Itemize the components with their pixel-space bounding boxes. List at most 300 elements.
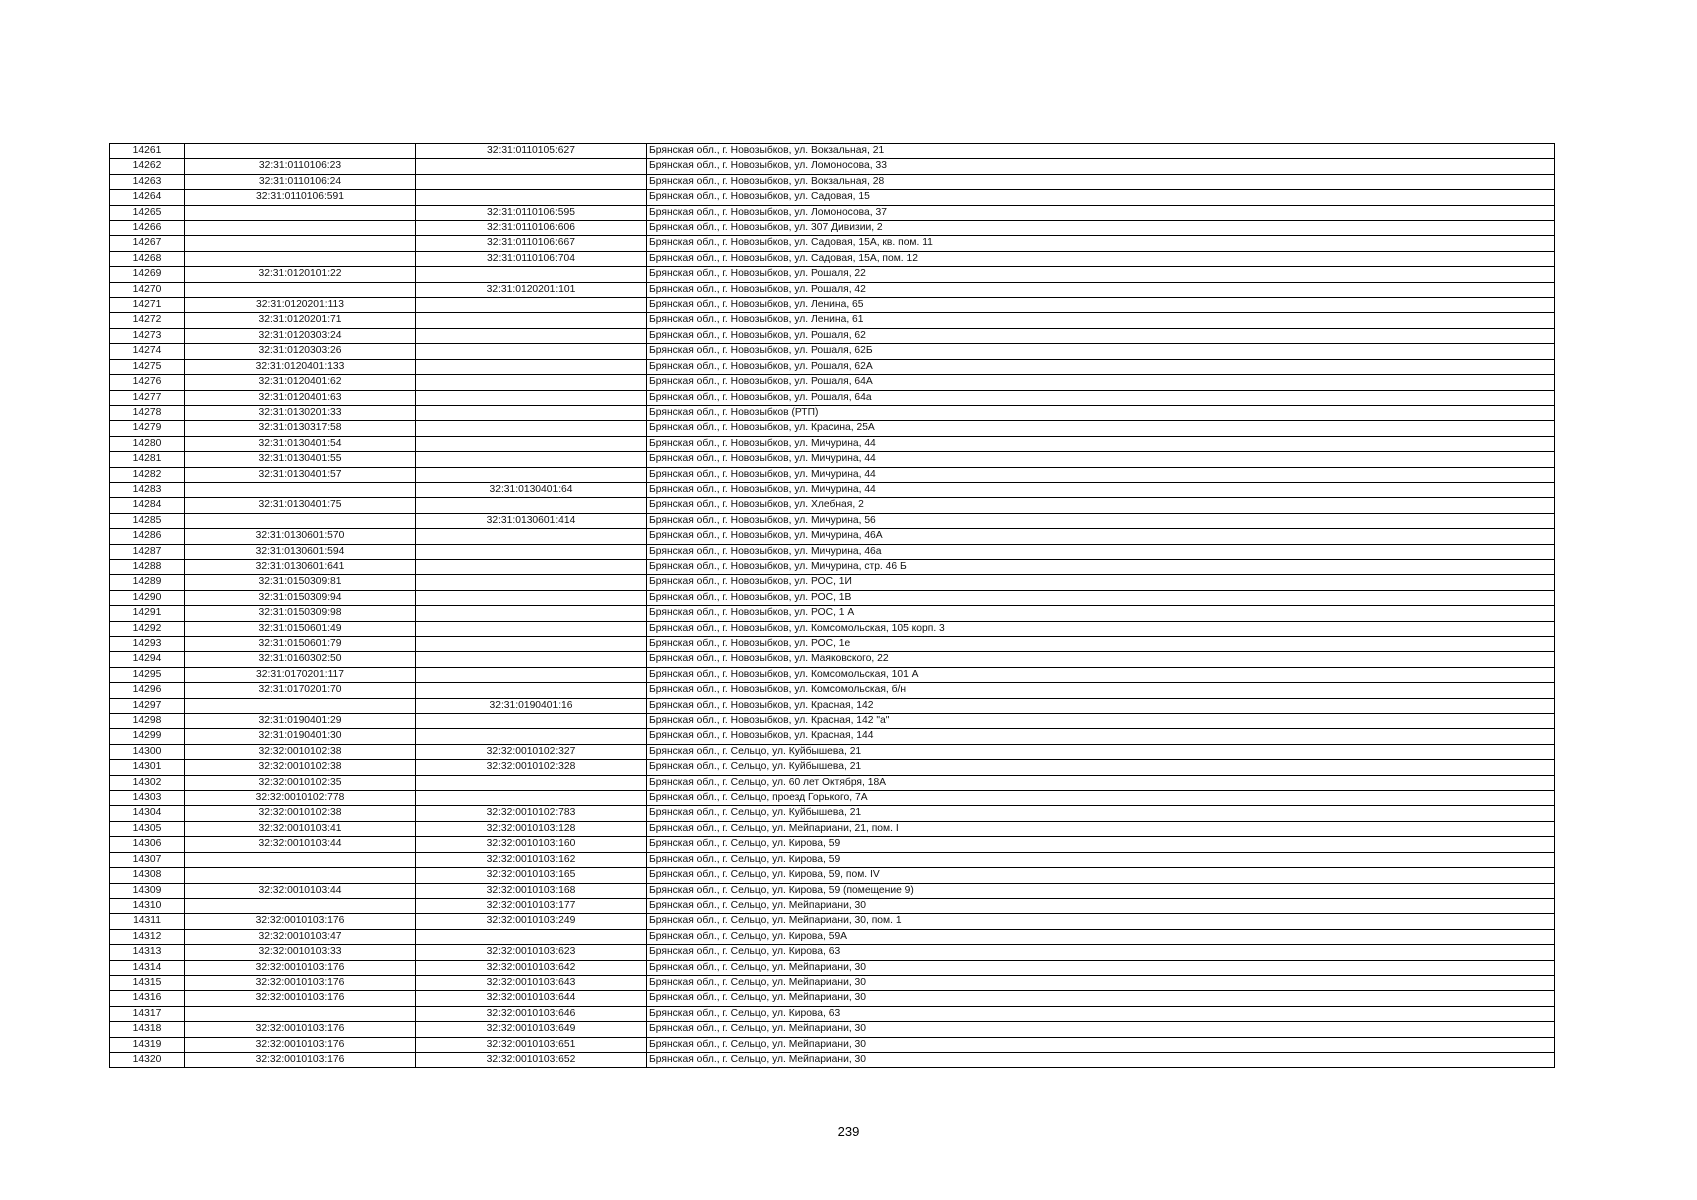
- address-cell: Брянская обл., г. Новозыбков, ул. Хлебная, 2: [647, 498, 1555, 513]
- row-number-cell: 14300: [110, 744, 185, 759]
- table-row: [110, 344, 1555, 359]
- address-cell: Брянская обл., г. Новозыбков, ул. Мичурина, 56: [647, 513, 1555, 528]
- land-cadastral-number-cell: [185, 236, 416, 251]
- address-cell: Брянская обл., г. Сельцо, ул. Мейпариани, 30: [647, 975, 1555, 990]
- address-cell: Брянская обл., г. Новозыбков, ул. Красная, 142 "а": [647, 714, 1555, 729]
- table-row: [110, 359, 1555, 374]
- address-cell: Брянская обл., г. Новозыбков, ул. Ленина, 61: [647, 313, 1555, 328]
- row-number-cell: 14301: [110, 760, 185, 775]
- building-cadastral-number-cell: 32:32:0010103:623: [416, 945, 647, 960]
- building-cadastral-number-cell: 32:32:0010102:783: [416, 806, 647, 821]
- table-row: [110, 313, 1555, 328]
- address-cell: Брянская обл., г. Сельцо, проезд Горького, 7А: [647, 791, 1555, 806]
- address-cell: Брянская обл., г. Сельцо, ул. 60 лет Октября, 18А: [647, 775, 1555, 790]
- land-cadastral-number-cell: [185, 513, 416, 528]
- row-number-cell: 14283: [110, 482, 185, 497]
- land-cadastral-number-cell: [185, 898, 416, 913]
- row-number-cell: 14286: [110, 529, 185, 544]
- row-number-cell: 14291: [110, 606, 185, 621]
- table-row: [110, 159, 1555, 174]
- table-row: [110, 929, 1555, 944]
- building-cadastral-number-cell: 32:32:0010103:643: [416, 975, 647, 990]
- table-row: [110, 914, 1555, 929]
- address-cell: Брянская обл., г. Новозыбков, ул. Мичурина, 44: [647, 467, 1555, 482]
- building-cadastral-number-cell: 32:31:0110106:606: [416, 221, 647, 236]
- table-row: [110, 667, 1555, 682]
- address-cell: Брянская обл., г. Новозыбков, ул. Садовая, 15А, кв. пом. 11: [647, 236, 1555, 251]
- row-number-cell: 14263: [110, 174, 185, 189]
- building-cadastral-number-cell: [416, 559, 647, 574]
- table-row: [110, 621, 1555, 636]
- land-cadastral-number-cell: 32:31:0150309:81: [185, 575, 416, 590]
- row-number-cell: 14310: [110, 898, 185, 913]
- address-cell: Брянская обл., г. Новозыбков, ул. Рошаля, 22: [647, 267, 1555, 282]
- row-number-cell: 14298: [110, 714, 185, 729]
- table-row: [110, 467, 1555, 482]
- row-number-cell: 14314: [110, 960, 185, 975]
- table-row: [110, 405, 1555, 420]
- row-number-cell: 14280: [110, 436, 185, 451]
- row-number-cell: 14307: [110, 852, 185, 867]
- address-cell: Брянская обл., г. Новозыбков, ул. Мичурина, 46А: [647, 529, 1555, 544]
- building-cadastral-number-cell: [416, 298, 647, 313]
- table-row: [110, 190, 1555, 205]
- land-cadastral-number-cell: 32:31:0120201:113: [185, 298, 416, 313]
- row-number-cell: 14262: [110, 159, 185, 174]
- address-cell: Брянская обл., г. Новозыбков, ул. Рошаля, 64А: [647, 375, 1555, 390]
- table-row: [110, 791, 1555, 806]
- land-cadastral-number-cell: 32:31:0130401:54: [185, 436, 416, 451]
- building-cadastral-number-cell: [416, 467, 647, 482]
- row-number-cell: 14275: [110, 359, 185, 374]
- row-number-cell: 14261: [110, 144, 185, 159]
- building-cadastral-number-cell: 32:32:0010103:128: [416, 821, 647, 836]
- row-number-cell: 14290: [110, 590, 185, 605]
- building-cadastral-number-cell: [416, 667, 647, 682]
- building-cadastral-number-cell: [416, 159, 647, 174]
- row-number-cell: 14266: [110, 221, 185, 236]
- land-cadastral-number-cell: 32:31:0130601:594: [185, 544, 416, 559]
- row-number-cell: 14269: [110, 267, 185, 282]
- address-cell: Брянская обл., г. Новозыбков, ул. Мичурина, 44: [647, 482, 1555, 497]
- table-row: [110, 698, 1555, 713]
- land-cadastral-number-cell: 32:31:0130401:57: [185, 467, 416, 482]
- building-cadastral-number-cell: [416, 267, 647, 282]
- land-cadastral-number-cell: 32:31:0130601:641: [185, 559, 416, 574]
- building-cadastral-number-cell: 32:32:0010103:644: [416, 991, 647, 1006]
- land-cadastral-number-cell: 32:32:0010102:38: [185, 744, 416, 759]
- table-row: [110, 683, 1555, 698]
- building-cadastral-number-cell: [416, 652, 647, 667]
- land-cadastral-number-cell: 32:32:0010103:176: [185, 914, 416, 929]
- table-row: [110, 575, 1555, 590]
- address-cell: Брянская обл., г. Новозыбков, ул. 307 Дивизии, 2: [647, 221, 1555, 236]
- land-cadastral-number-cell: 32:31:0130201:33: [185, 405, 416, 420]
- row-number-cell: 14284: [110, 498, 185, 513]
- table-row: [110, 744, 1555, 759]
- table-row: [110, 205, 1555, 220]
- row-number-cell: 14287: [110, 544, 185, 559]
- row-number-cell: 14277: [110, 390, 185, 405]
- row-number-cell: 14306: [110, 837, 185, 852]
- table-row: [110, 221, 1555, 236]
- address-cell: Брянская обл., г. Сельцо, ул. Кирова, 59: [647, 852, 1555, 867]
- row-number-cell: 14293: [110, 637, 185, 652]
- table-row: [110, 960, 1555, 975]
- building-cadastral-number-cell: 32:31:0190401:16: [416, 698, 647, 713]
- building-cadastral-number-cell: [416, 575, 647, 590]
- table-row: [110, 606, 1555, 621]
- building-cadastral-number-cell: [416, 436, 647, 451]
- table-row: [110, 1022, 1555, 1037]
- building-cadastral-number-cell: 32:32:0010103:652: [416, 1052, 647, 1067]
- row-number-cell: 14285: [110, 513, 185, 528]
- address-cell: Брянская обл., г. Сельцо, ул. Кирова, 59: [647, 837, 1555, 852]
- table-row: [110, 559, 1555, 574]
- land-cadastral-number-cell: 32:31:0110106:23: [185, 159, 416, 174]
- land-cadastral-number-cell: 32:31:0110106:591: [185, 190, 416, 205]
- building-cadastral-number-cell: [416, 621, 647, 636]
- address-cell: Брянская обл., г. Сельцо, ул. Куйбышева, 21: [647, 760, 1555, 775]
- land-cadastral-number-cell: 32:31:0120401:63: [185, 390, 416, 405]
- land-cadastral-number-cell: [185, 482, 416, 497]
- building-cadastral-number-cell: 32:32:0010103:649: [416, 1022, 647, 1037]
- building-cadastral-number-cell: 32:31:0110106:667: [416, 236, 647, 251]
- table-row: [110, 251, 1555, 266]
- land-cadastral-number-cell: 32:31:0130601:570: [185, 529, 416, 544]
- address-cell: Брянская обл., г. Новозыбков, ул. Вокзальная, 28: [647, 174, 1555, 189]
- row-number-cell: 14317: [110, 1006, 185, 1021]
- row-number-cell: 14315: [110, 975, 185, 990]
- building-cadastral-number-cell: 32:32:0010103:642: [416, 960, 647, 975]
- row-number-cell: 14278: [110, 405, 185, 420]
- table-row: [110, 498, 1555, 513]
- building-cadastral-number-cell: 32:31:0120201:101: [416, 282, 647, 297]
- address-cell: Брянская обл., г. Сельцо, ул. Куйбышева, 21: [647, 744, 1555, 759]
- address-cell: Брянская обл., г. Сельцо, ул. Кирова, 59 (помещение 9): [647, 883, 1555, 898]
- row-number-cell: 14297: [110, 698, 185, 713]
- land-cadastral-number-cell: [185, 868, 416, 883]
- table-row: [110, 945, 1555, 960]
- building-cadastral-number-cell: 32:32:0010103:646: [416, 1006, 647, 1021]
- table-row: [110, 267, 1555, 282]
- address-cell: Брянская обл., г. Новозыбков, ул. Мичурина, 46а: [647, 544, 1555, 559]
- row-number-cell: 14271: [110, 298, 185, 313]
- address-cell: Брянская обл., г. Сельцо, ул. Мейпариани, 30: [647, 1022, 1555, 1037]
- address-cell: Брянская обл., г. Новозыбков, ул. Маяковского, 22: [647, 652, 1555, 667]
- building-cadastral-number-cell: 32:32:0010103:160: [416, 837, 647, 852]
- row-number-cell: 14272: [110, 313, 185, 328]
- row-number-cell: 14309: [110, 883, 185, 898]
- address-cell: Брянская обл., г. Сельцо, ул. Куйбышева, 21: [647, 806, 1555, 821]
- building-cadastral-number-cell: 32:31:0110106:704: [416, 251, 647, 266]
- row-number-cell: 14292: [110, 621, 185, 636]
- table-row: [110, 975, 1555, 990]
- address-cell: Брянская обл., г. Сельцо, ул. Кирова, 63: [647, 1006, 1555, 1021]
- address-cell: Брянская обл., г. Новозыбков, ул. Рошаля, 62Б: [647, 344, 1555, 359]
- address-cell: Брянская обл., г. Новозыбков, ул. РОС, 1В: [647, 590, 1555, 605]
- property-register-table: [109, 143, 1555, 1068]
- table-row: [110, 729, 1555, 744]
- address-cell: Брянская обл., г. Новозыбков, ул. Комсомольская, б/н: [647, 683, 1555, 698]
- table-row: [110, 375, 1555, 390]
- land-cadastral-number-cell: 32:31:0150601:49: [185, 621, 416, 636]
- table-row: [110, 991, 1555, 1006]
- building-cadastral-number-cell: [416, 775, 647, 790]
- land-cadastral-number-cell: 32:32:0010102:38: [185, 806, 416, 821]
- table-row: [110, 1037, 1555, 1052]
- row-number-cell: 14270: [110, 282, 185, 297]
- table-row: [110, 144, 1555, 159]
- row-number-cell: 14265: [110, 205, 185, 220]
- land-cadastral-number-cell: 32:32:0010103:44: [185, 837, 416, 852]
- row-number-cell: 14319: [110, 1037, 185, 1052]
- address-cell: Брянская обл., г. Новозыбков, ул. Комсомольская, 105 корп. 3: [647, 621, 1555, 636]
- row-number-cell: 14296: [110, 683, 185, 698]
- building-cadastral-number-cell: [416, 328, 647, 343]
- table-row: [110, 298, 1555, 313]
- land-cadastral-number-cell: 32:31:0170201:117: [185, 667, 416, 682]
- table-row: [110, 174, 1555, 189]
- address-cell: Брянская обл., г. Новозыбков, ул. Мичурина, 44: [647, 436, 1555, 451]
- address-cell: Брянская обл., г. Новозыбков, ул. Комсомольская, 101 А: [647, 667, 1555, 682]
- row-number-cell: 14303: [110, 791, 185, 806]
- row-number-cell: 14302: [110, 775, 185, 790]
- row-number-cell: 14288: [110, 559, 185, 574]
- row-number-cell: 14264: [110, 190, 185, 205]
- row-number-cell: 14295: [110, 667, 185, 682]
- address-cell: Брянская обл., г. Сельцо, ул. Кирова, 59, пом. IV: [647, 868, 1555, 883]
- table-row: [110, 236, 1555, 251]
- row-number-cell: 14289: [110, 575, 185, 590]
- table-row: [110, 282, 1555, 297]
- address-cell: Брянская обл., г. Новозыбков, ул. Рошаля, 62: [647, 328, 1555, 343]
- land-cadastral-number-cell: 32:31:0130401:75: [185, 498, 416, 513]
- land-cadastral-number-cell: [185, 144, 416, 159]
- row-number-cell: 14268: [110, 251, 185, 266]
- address-cell: Брянская обл., г. Новозыбков, ул. Рошаля, 42: [647, 282, 1555, 297]
- table-row: [110, 421, 1555, 436]
- row-number-cell: 14308: [110, 868, 185, 883]
- table-row: [110, 1052, 1555, 1067]
- building-cadastral-number-cell: 32:31:0110105:627: [416, 144, 647, 159]
- land-cadastral-number-cell: [185, 282, 416, 297]
- land-cadastral-number-cell: 32:32:0010103:176: [185, 1022, 416, 1037]
- land-cadastral-number-cell: 32:31:0120201:71: [185, 313, 416, 328]
- land-cadastral-number-cell: 32:31:0120401:133: [185, 359, 416, 374]
- address-cell: Брянская обл., г. Новозыбков, ул. Красина, 25А: [647, 421, 1555, 436]
- address-cell: Брянская обл., г. Сельцо, ул. Мейпариани, 30, пом. 1: [647, 914, 1555, 929]
- building-cadastral-number-cell: 32:31:0130401:64: [416, 482, 647, 497]
- land-cadastral-number-cell: 32:32:0010103:176: [185, 1052, 416, 1067]
- building-cadastral-number-cell: [416, 544, 647, 559]
- row-number-cell: 14267: [110, 236, 185, 251]
- row-number-cell: 14279: [110, 421, 185, 436]
- table-row: [110, 452, 1555, 467]
- building-cadastral-number-cell: 32:32:0010103:162: [416, 852, 647, 867]
- address-cell: Брянская обл., г. Сельцо, ул. Мейпариани, 30: [647, 960, 1555, 975]
- row-number-cell: 14276: [110, 375, 185, 390]
- row-number-cell: 14304: [110, 806, 185, 821]
- row-number-cell: 14282: [110, 467, 185, 482]
- land-cadastral-number-cell: 32:32:0010103:33: [185, 945, 416, 960]
- land-cadastral-number-cell: 32:31:0130401:55: [185, 452, 416, 467]
- row-number-cell: 14281: [110, 452, 185, 467]
- address-cell: Брянская обл., г. Новозыбков, ул. Мичурина, 44: [647, 452, 1555, 467]
- row-number-cell: 14318: [110, 1022, 185, 1037]
- building-cadastral-number-cell: [416, 452, 647, 467]
- address-cell: Брянская обл., г. Сельцо, ул. Мейпариани, 30: [647, 898, 1555, 913]
- row-number-cell: 14313: [110, 945, 185, 960]
- building-cadastral-number-cell: [416, 929, 647, 944]
- row-number-cell: 14305: [110, 821, 185, 836]
- address-cell: Брянская обл., г. Новозыбков, ул. Красная, 142: [647, 698, 1555, 713]
- table-row: [110, 898, 1555, 913]
- table-row: [110, 852, 1555, 867]
- building-cadastral-number-cell: 32:32:0010102:328: [416, 760, 647, 775]
- land-cadastral-number-cell: 32:32:0010102:35: [185, 775, 416, 790]
- building-cadastral-number-cell: [416, 405, 647, 420]
- building-cadastral-number-cell: [416, 344, 647, 359]
- table-row: [110, 652, 1555, 667]
- table-row: [110, 436, 1555, 451]
- land-cadastral-number-cell: 32:31:0170201:70: [185, 683, 416, 698]
- land-cadastral-number-cell: [185, 251, 416, 266]
- address-cell: Брянская обл., г. Новозыбков, ул. Красная, 144: [647, 729, 1555, 744]
- land-cadastral-number-cell: [185, 852, 416, 867]
- address-cell: Брянская обл., г. Новозыбков, ул. РОС, 1 А: [647, 606, 1555, 621]
- table-row: [110, 1006, 1555, 1021]
- building-cadastral-number-cell: [416, 359, 647, 374]
- row-number-cell: 14273: [110, 328, 185, 343]
- land-cadastral-number-cell: 32:31:0120303:24: [185, 328, 416, 343]
- row-number-cell: 14320: [110, 1052, 185, 1067]
- building-cadastral-number-cell: [416, 683, 647, 698]
- land-cadastral-number-cell: 32:32:0010103:176: [185, 975, 416, 990]
- land-cadastral-number-cell: 32:31:0110106:24: [185, 174, 416, 189]
- building-cadastral-number-cell: 32:32:0010103:165: [416, 868, 647, 883]
- building-cadastral-number-cell: [416, 498, 647, 513]
- land-cadastral-number-cell: 32:31:0120303:26: [185, 344, 416, 359]
- land-cadastral-number-cell: 32:32:0010103:176: [185, 1037, 416, 1052]
- land-cadastral-number-cell: 32:32:0010102:778: [185, 791, 416, 806]
- building-cadastral-number-cell: [416, 190, 647, 205]
- land-cadastral-number-cell: [185, 221, 416, 236]
- address-cell: Брянская обл., г. Сельцо, ул. Мейпариани, 30: [647, 991, 1555, 1006]
- land-cadastral-number-cell: [185, 205, 416, 220]
- land-cadastral-number-cell: 32:32:0010102:38: [185, 760, 416, 775]
- table-row: [110, 590, 1555, 605]
- building-cadastral-number-cell: [416, 529, 647, 544]
- building-cadastral-number-cell: [416, 729, 647, 744]
- land-cadastral-number-cell: 32:31:0150309:94: [185, 590, 416, 605]
- address-cell: Брянская обл., г. Сельцо, ул. Мейпариани, 21, пом. I: [647, 821, 1555, 836]
- address-cell: Брянская обл., г. Новозыбков, ул. Садовая, 15А, пом. 12: [647, 251, 1555, 266]
- table-row: [110, 883, 1555, 898]
- table-row: [110, 868, 1555, 883]
- table-row: [110, 482, 1555, 497]
- table-row: [110, 775, 1555, 790]
- building-cadastral-number-cell: 32:32:0010103:168: [416, 883, 647, 898]
- land-cadastral-number-cell: 32:31:0160302:50: [185, 652, 416, 667]
- building-cadastral-number-cell: [416, 637, 647, 652]
- address-cell: Брянская обл., г. Новозыбков, ул. Садовая, 15: [647, 190, 1555, 205]
- building-cadastral-number-cell: [416, 313, 647, 328]
- building-cadastral-number-cell: [416, 590, 647, 605]
- table-row: [110, 328, 1555, 343]
- table-row: [110, 714, 1555, 729]
- table-row: [110, 390, 1555, 405]
- table-row: [110, 821, 1555, 836]
- table-row: [110, 760, 1555, 775]
- address-cell: Брянская обл., г. Новозыбков (РТП): [647, 405, 1555, 420]
- address-cell: Брянская обл., г. Новозыбков, ул. Мичурина, стр. 46 Б: [647, 559, 1555, 574]
- land-cadastral-number-cell: 32:32:0010103:44: [185, 883, 416, 898]
- table-body: [110, 144, 1555, 1068]
- row-number-cell: 14274: [110, 344, 185, 359]
- address-cell: Брянская обл., г. Новозыбков, ул. Ломоносова, 33: [647, 159, 1555, 174]
- table-row: [110, 544, 1555, 559]
- building-cadastral-number-cell: 32:31:0130601:414: [416, 513, 647, 528]
- land-cadastral-number-cell: 32:32:0010103:41: [185, 821, 416, 836]
- address-cell: Брянская обл., г. Новозыбков, ул. Рошаля, 64а: [647, 390, 1555, 405]
- address-cell: Брянская обл., г. Новозыбков, ул. Вокзальная, 21: [647, 144, 1555, 159]
- land-cadastral-number-cell: 32:31:0120101:22: [185, 267, 416, 282]
- building-cadastral-number-cell: [416, 390, 647, 405]
- row-number-cell: 14299: [110, 729, 185, 744]
- address-cell: Брянская обл., г. Новозыбков, ул. РОС, 1е: [647, 637, 1555, 652]
- row-number-cell: 14294: [110, 652, 185, 667]
- address-cell: Брянская обл., г. Новозыбков, ул. Рошаля, 62А: [647, 359, 1555, 374]
- building-cadastral-number-cell: 32:32:0010103:177: [416, 898, 647, 913]
- land-cadastral-number-cell: 32:32:0010103:176: [185, 991, 416, 1006]
- table-row: [110, 806, 1555, 821]
- address-cell: Брянская обл., г. Сельцо, ул. Кирова, 59А: [647, 929, 1555, 944]
- address-cell: Брянская обл., г. Сельцо, ул. Кирова, 63: [647, 945, 1555, 960]
- land-cadastral-number-cell: 32:31:0190401:30: [185, 729, 416, 744]
- building-cadastral-number-cell: 32:32:0010103:651: [416, 1037, 647, 1052]
- row-number-cell: 14311: [110, 914, 185, 929]
- address-cell: Брянская обл., г. Сельцо, ул. Мейпариани, 30: [647, 1037, 1555, 1052]
- land-cadastral-number-cell: 32:31:0150601:79: [185, 637, 416, 652]
- table-row: [110, 529, 1555, 544]
- building-cadastral-number-cell: [416, 174, 647, 189]
- building-cadastral-number-cell: [416, 375, 647, 390]
- address-cell: Брянская обл., г. Новозыбков, ул. Ломоносова, 37: [647, 205, 1555, 220]
- land-cadastral-number-cell: [185, 1006, 416, 1021]
- land-cadastral-number-cell: [185, 698, 416, 713]
- land-cadastral-number-cell: 32:32:0010103:47: [185, 929, 416, 944]
- building-cadastral-number-cell: [416, 421, 647, 436]
- row-number-cell: 14312: [110, 929, 185, 944]
- building-cadastral-number-cell: 32:32:0010103:249: [416, 914, 647, 929]
- building-cadastral-number-cell: 32:31:0110106:595: [416, 205, 647, 220]
- building-cadastral-number-cell: [416, 791, 647, 806]
- table-row: [110, 513, 1555, 528]
- table-row: [110, 837, 1555, 852]
- address-cell: Брянская обл., г. Новозыбков, ул. РОС, 1И: [647, 575, 1555, 590]
- building-cadastral-number-cell: [416, 714, 647, 729]
- address-cell: Брянская обл., г. Новозыбков, ул. Ленина, 65: [647, 298, 1555, 313]
- row-number-cell: 14316: [110, 991, 185, 1006]
- land-cadastral-number-cell: 32:31:0120401:62: [185, 375, 416, 390]
- page-number: 239: [837, 1124, 860, 1139]
- table-row: [110, 637, 1555, 652]
- land-cadastral-number-cell: 32:31:0150309:98: [185, 606, 416, 621]
- land-cadastral-number-cell: 32:31:0190401:29: [185, 714, 416, 729]
- land-cadastral-number-cell: 32:32:0010103:176: [185, 960, 416, 975]
- land-cadastral-number-cell: 32:31:0130317:58: [185, 421, 416, 436]
